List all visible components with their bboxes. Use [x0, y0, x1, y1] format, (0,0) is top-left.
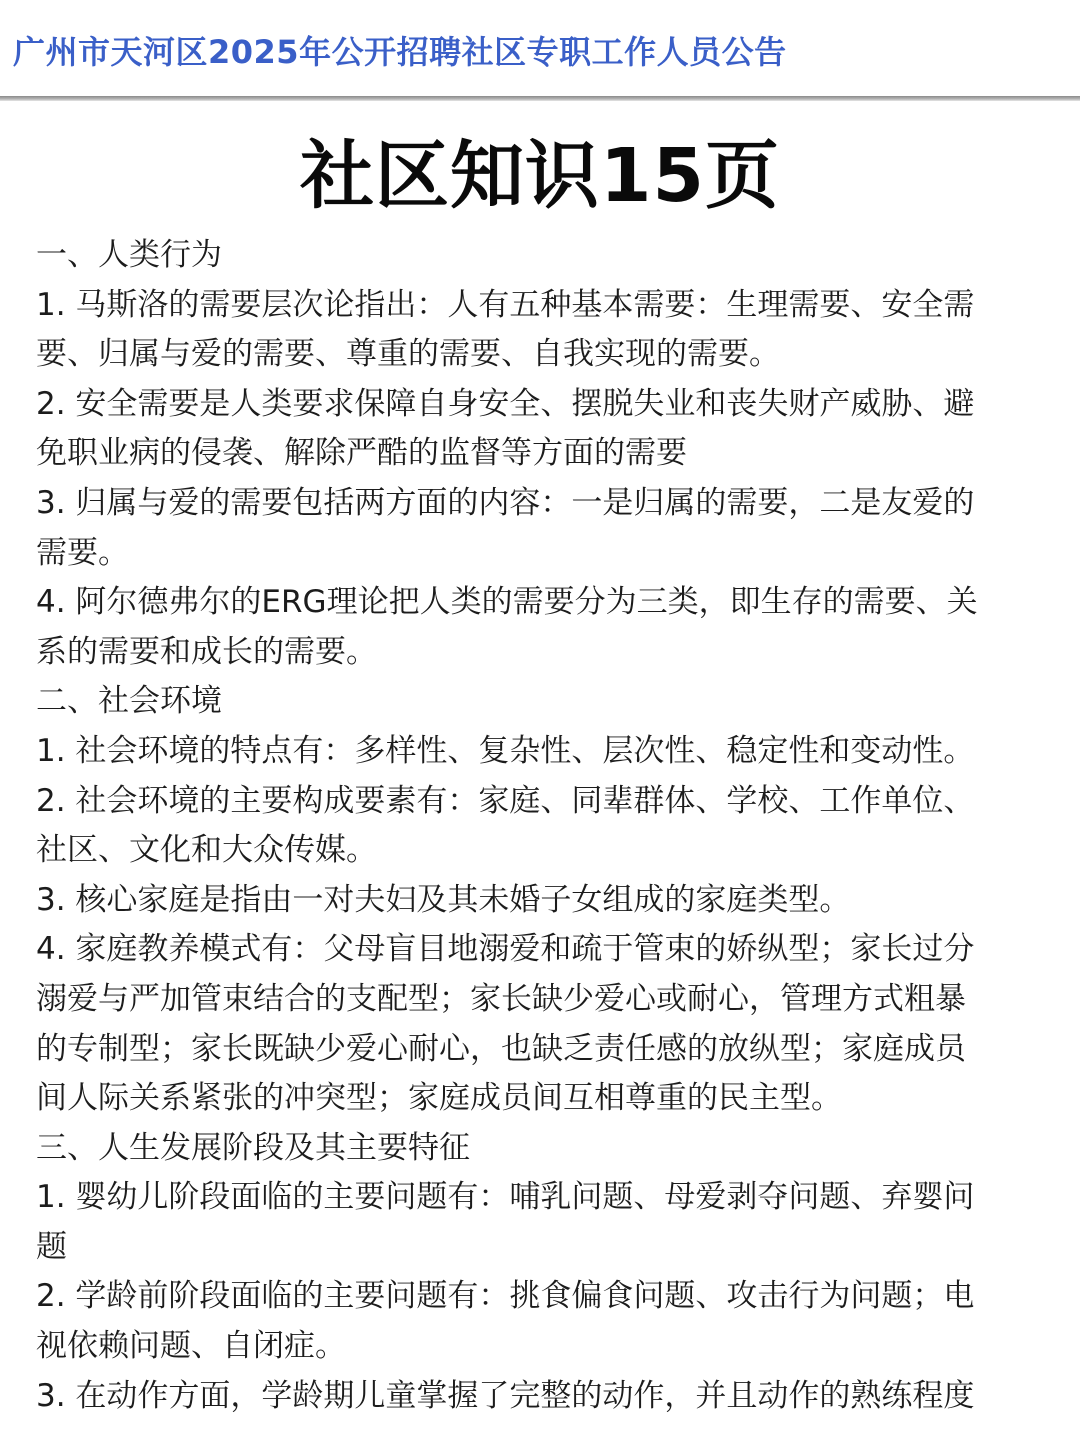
- text-line: 2. 安全需要是人类要求保障自身安全、摆脱失业和丧失财产威胁、避: [36, 385, 975, 422]
- text-line: 社区、文化和大众传媒。: [36, 832, 377, 869]
- page-title: 社区知识15页: [300, 133, 780, 219]
- text-line: 系的需要和成长的需要。: [36, 633, 377, 670]
- section-heading: 二、社会环境: [36, 683, 222, 720]
- text-line: 1. 婴幼儿阶段面临的主要问题有：哺乳问题、母爱剥夺问题、弃婴问: [36, 1179, 975, 1216]
- text-line: 3. 在动作方面，学龄期儿童掌握了完整的动作，并且动作的熟练程度: [36, 1377, 975, 1414]
- text-line: 1. 社会环境的特点有：多样性、复杂性、层次性、稳定性和变动性。: [36, 732, 975, 769]
- header-bar: [0, 0, 1080, 98]
- section-heading: 三、人生发展阶段及其主要特征: [36, 1129, 470, 1166]
- text-line: 2. 社会环境的主要构成要素有：家庭、同辈群体、学校、工作单位、: [36, 782, 975, 819]
- header-divider: [0, 96, 1080, 101]
- text-line: 间人际关系紧张的冲突型；家庭成员间互相尊重的民主型。: [36, 1080, 842, 1117]
- text-line: 免职业病的侵袭、解除严酷的监督等方面的需要: [36, 435, 687, 472]
- text-line: 4. 阿尔德弗尔的ERG理论把人类的需要分为三类，即生存的需要、关: [36, 584, 978, 621]
- text-line: 题: [36, 1228, 67, 1265]
- article-body: [36, 231, 1036, 1421]
- text-line: 4. 家庭教养模式有：父母盲目地溺爱和疏于管束的娇纵型；家长过分: [36, 931, 975, 968]
- text-line: 视依赖问题、自闭症。: [36, 1328, 346, 1365]
- text-line: 1. 马斯洛的需要层次论指出：人有五种基本需要：生理需要、安全需: [36, 286, 975, 323]
- text-line: 的专制型；家长既缺少爱心耐心，也缺乏责任感的放纵型；家庭成员: [36, 1030, 966, 1067]
- text-line: 要、归属与爱的需要、尊重的需要、自我实现的需要。: [36, 336, 780, 373]
- text-line: 需要。: [36, 534, 129, 571]
- text-line: 3. 核心家庭是指由一对夫妇及其未婚子女组成的家庭类型。: [36, 881, 851, 918]
- text-line: 3. 归属与爱的需要包括两方面的内容：一是归属的需要，二是友爱的: [36, 484, 975, 521]
- section-heading: 一、人类行为: [36, 237, 222, 273]
- announcement-title: 广州市天河区2025年公开招聘社区专职工作人员公告: [13, 33, 787, 71]
- text-line: 2. 学龄前阶段面临的主要问题有：挑食偏食问题、攻击行为问题；电: [36, 1278, 975, 1315]
- text-line: 溺爱与严加管束结合的支配型；家长缺少爱心或耐心，管理方式粗暴: [36, 980, 966, 1017]
